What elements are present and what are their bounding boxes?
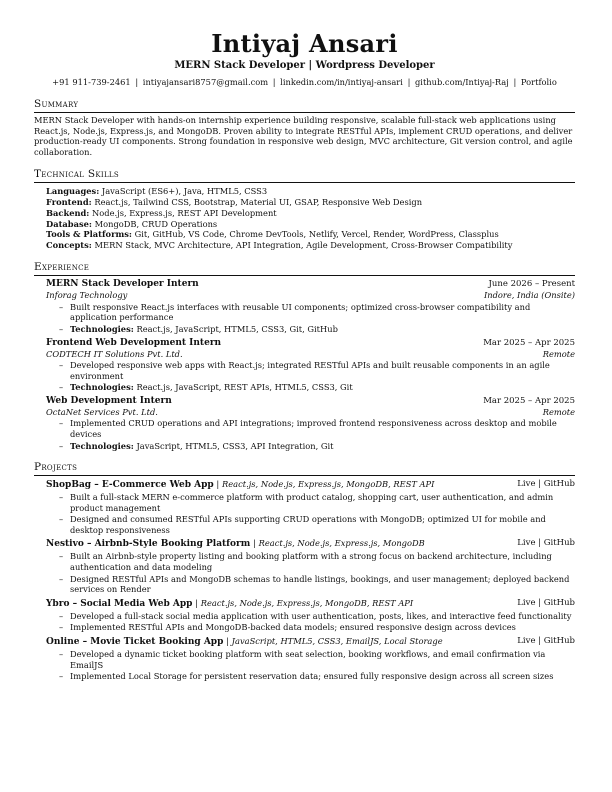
resume-page xyxy=(34,30,575,682)
skill-value: MongoDB, CRUD Operations xyxy=(94,218,218,229)
skill-row-database xyxy=(46,219,575,230)
project-bullet: – Implemented Local Storage for persistent reservation data; ensured fully responsive design across all screen sizes xyxy=(59,671,575,682)
job-location: Remote xyxy=(542,348,575,359)
experience-entry xyxy=(34,396,575,451)
project-links[interactable]: Live | GitHub xyxy=(517,479,575,490)
section-heading-projects: Projects xyxy=(34,461,575,476)
company-name: OctaNet Services Pvt. Ltd. xyxy=(46,406,158,417)
skill-row-tools xyxy=(46,229,575,240)
project-bullet: – Built a full-stack MERN e-commerce platform with product catalog, shopping cart, user authentication, and admin product management xyxy=(59,492,575,513)
job-technologies: – Technologies: React.js, JavaScript, HTML5, CSS3, Git, GitHub xyxy=(59,324,575,335)
project-name: Nestivo – Airbnb-Style Booking Platform xyxy=(46,539,251,550)
skill-row-frontend xyxy=(46,197,575,208)
project-stack: React.js, Node.js, Express.js, MongoDB xyxy=(258,538,425,549)
project-links[interactable]: Live | GitHub xyxy=(517,636,575,647)
skill-value: JavaScript (ES6+), Java, HTML5, CSS3 xyxy=(101,185,268,196)
skills-list xyxy=(34,186,575,251)
project-bullet: – Built an Airbnb-style property listing and booking platform with a strong focus on backend architecture, including authentication and data modeling xyxy=(59,551,575,572)
skill-row-languages xyxy=(46,186,575,197)
skill-row-backend xyxy=(46,208,575,219)
job-bullets xyxy=(46,360,575,393)
project-entry: Online – Movie Ticket Booking App | JavaScript, HTML5, CSS3, EmailJS, Local Storage Live | GitHub – Developed a dynamic ticket booking platform with seat selection, booking workflows, and email confirmation via EmailJS – Implemented Local Storage for persistent reservation data; ensured fully responsive design across all screen sizes xyxy=(34,636,575,682)
skill-label: Tools & Platforms: xyxy=(46,229,132,240)
experience-entry xyxy=(34,338,575,393)
skill-label: Database: xyxy=(46,218,92,229)
linkedin-link[interactable]: linkedin.com/in/intiyaj-ansari xyxy=(280,77,403,87)
project-bullet: – Implemented RESTful APIs and MongoDB-backed data models; ensured responsive design across devices xyxy=(59,622,575,633)
project-stack: React.js, Node.js, Express.js, MongoDB, REST API xyxy=(200,597,414,608)
project-name: Online – Movie Ticket Booking App xyxy=(46,637,224,648)
candidate-name: Intiyaj Ansari xyxy=(211,29,398,58)
job-title: Web Development Intern xyxy=(46,395,172,406)
project-name: ShopBag – E-Commerce Web App xyxy=(46,480,214,491)
skill-label: Backend: xyxy=(46,207,90,218)
skill-label: Languages: xyxy=(46,185,100,196)
project-bullet: – Developed a dynamic ticket booking platform with seat selection, booking workflows, and email confirmation via EmailJS xyxy=(59,649,575,670)
job-dates: June 2026 – Present xyxy=(488,279,575,290)
job-bullets xyxy=(46,302,575,335)
job-dates: Mar 2025 – Apr 2025 xyxy=(483,395,575,406)
job-bullet: – Built responsive React.js interfaces with reusable UI components; optimized cross-browser compatibility and application performance xyxy=(59,302,575,323)
section-heading-skills: Technical Skills xyxy=(34,168,575,183)
project-links[interactable]: Live | GitHub xyxy=(517,538,575,549)
job-bullets xyxy=(46,418,575,451)
projects-section xyxy=(34,461,575,682)
contact-separator: | xyxy=(407,77,411,87)
job-location: Remote xyxy=(542,406,575,417)
company-name: CODTECH IT Solutions Pvt. Ltd. xyxy=(46,348,183,359)
portfolio-link[interactable]: Portfolio xyxy=(520,77,557,87)
project-bullet: – Developed a full-stack social media application with user authentication, posts, likes, and interactive feed functionality xyxy=(59,611,575,622)
email-link[interactable]: intiyajansari8757@gmail.com xyxy=(142,77,269,87)
project-entry: Nestivo – Airbnb-Style Booking Platform | React.js, Node.js, Express.js, MongoDB Live | GitHub – Built an Airbnb-style property listing and booking platform with a strong focus on backend architecture, including authentication and data modeling – Designed RESTful APIs and MongoDB schemas to handle listings, bookings, and user management; deployed backend services on Render xyxy=(34,538,575,594)
project-bullet: – Designed RESTful APIs and MongoDB schemas to handle listings, bookings, and user management; deployed backend services on Render xyxy=(59,574,575,595)
job-title: MERN Stack Developer Intern xyxy=(46,279,199,290)
skill-row-concepts xyxy=(46,240,575,251)
job-location: Indore, India (Onsite) xyxy=(483,290,575,301)
project-stack: JavaScript, HTML5, CSS3, EmailJS, Local Storage xyxy=(231,636,443,647)
job-technologies: – Technologies: JavaScript, HTML5, CSS3, API Integration, Git xyxy=(59,441,575,452)
project-links[interactable]: Live | GitHub xyxy=(517,597,575,608)
contact-separator: | xyxy=(513,77,517,87)
contact-line xyxy=(34,76,575,88)
job-title: Frontend Web Development Intern xyxy=(46,337,222,348)
project-bullets xyxy=(46,551,575,594)
candidate-role: MERN Stack Developer | Wordpress Developer xyxy=(174,60,435,71)
skill-value: Node.js, Express.js, REST API Development xyxy=(92,207,277,218)
summary-section xyxy=(34,98,575,158)
project-bullets xyxy=(46,611,575,633)
project-bullets xyxy=(46,649,575,682)
job-dates: Mar 2025 – Apr 2025 xyxy=(483,337,575,348)
skill-label: Frontend: xyxy=(46,196,92,207)
project-name: Ybro – Social Media Web App xyxy=(46,598,193,609)
skill-value: React.js, Tailwind CSS, Bootstrap, Material UI, GSAP, Responsive Web Design xyxy=(94,196,423,207)
experience-section xyxy=(34,261,575,451)
contact-separator: | xyxy=(272,77,276,87)
project-entry: ShopBag – E-Commerce Web App | React.js, Node.js, Express.js, MongoDB, REST API Live | GitHub – Built a full-stack MERN e-commerce platform with product catalog, shopping cart, user authentication, and admin product management – Designed and consumed RESTful APIs supporting CRUD operations with MongoDB; optimized UI for mobile and desktop responsiveness xyxy=(34,479,575,535)
skills-section xyxy=(34,168,575,251)
section-heading-summary: Summary xyxy=(34,98,575,113)
project-entry: Ybro – Social Media Web App | React.js, Node.js, Express.js, MongoDB, REST API Live | GitHub – Developed a full-stack social media application with user authentication, posts, likes, and interactive feed functionality – Implemented RESTful APIs and MongoDB-backed data models; ensured responsive design across devices xyxy=(34,598,575,633)
skill-value: MERN Stack, MVC Architecture, API Integration, Agile Development, Cross-Browser Compatibility xyxy=(94,240,513,251)
contact-separator: | xyxy=(135,77,139,87)
job-bullet: – Developed responsive web apps with React.js; integrated RESTful APIs and built reusable components in an agile environment xyxy=(59,360,575,381)
project-bullets xyxy=(46,492,575,535)
summary-text: MERN Stack Developer with hands-on internship experience building responsive, scalable full-stack web applications using React.js, Node.js, Express.js, and MongoDB. Proven ability to integrate RESTful APIs, implement CRUD operations, and deliver production-ready UI components. Strong foundation in responsive web design, MVC architecture, Git version control, and agile collaboration. xyxy=(34,115,573,158)
company-name: Inforag Technology xyxy=(46,290,128,301)
skill-value: Git, GitHub, VS Code, Chrome DevTools, Netlify, Vercel, Render, WordPress, Classplus xyxy=(134,229,499,240)
github-link[interactable]: github.com/Intiyaj-Raj xyxy=(415,77,509,87)
project-bullet: – Designed and consumed RESTful APIs supporting CRUD operations with MongoDB; optimized UI for mobile and desktop responsiveness xyxy=(59,514,575,535)
section-heading-experience: Experience xyxy=(34,261,575,276)
job-bullet: – Implemented CRUD operations and API integrations; improved frontend responsiveness across desktop and mobile devices xyxy=(59,418,575,439)
project-stack: React.js, Node.js, Express.js, MongoDB, REST API xyxy=(222,479,435,490)
job-technologies: – Technologies: React.js, JavaScript, REST APIs, HTML5, CSS3, Git xyxy=(59,382,575,393)
phone-number: +91 911-739-2461 xyxy=(52,77,131,87)
experience-entry xyxy=(34,279,575,334)
skill-label: Concepts: xyxy=(46,240,92,251)
